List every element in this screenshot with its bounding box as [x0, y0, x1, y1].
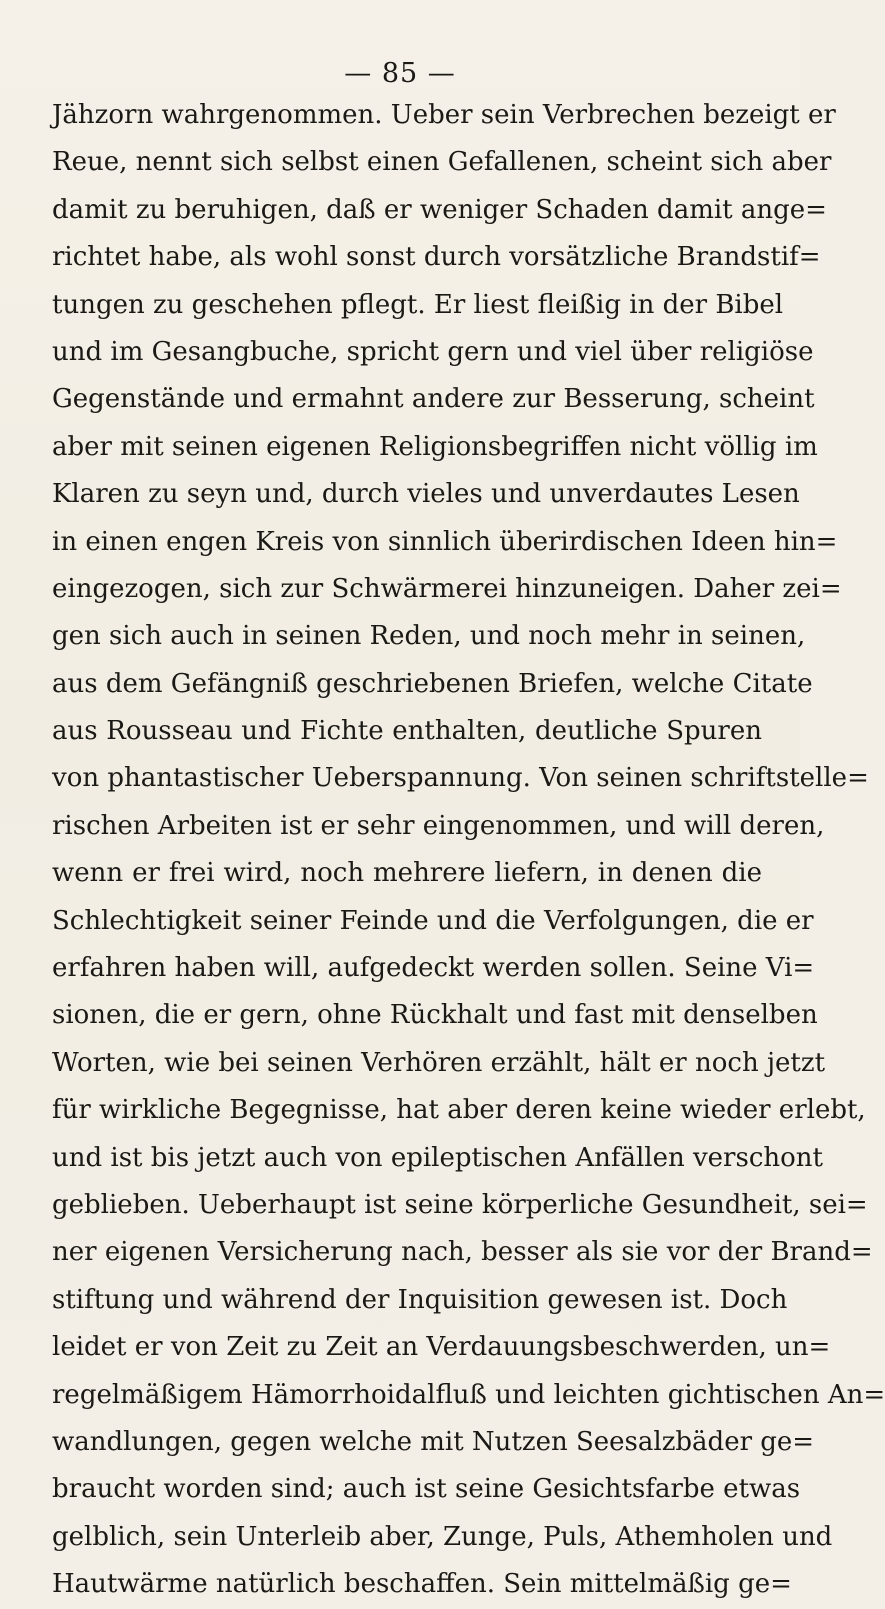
text-line: und ist bis jetzt auch von epileptischen Anfällen verschont	[52, 1142, 823, 1173]
text-line: Schlechtigkeit seiner Feinde und die Verfolgungen, die er	[52, 905, 814, 936]
text-line: sionen, die er gern, ohne Rückhalt und fast mit denselben	[52, 1000, 818, 1031]
text-line: regelmäßigem Hämorrhoidalfluß und leichten gichtischen An=	[52, 1379, 885, 1410]
page-number: — 85 —	[344, 58, 456, 89]
text-line: und im Gesangbuche, spricht gern und viel über religiöse	[52, 336, 814, 367]
text-line: gelblich, sein Unterleib aber, Zunge, Puls, Athemholen und	[52, 1521, 833, 1552]
text-line: ner eigenen Versicherung nach, besser als sie vor der Brand=	[52, 1237, 873, 1268]
text-line: gen sich auch in seinen Reden, und noch mehr in seinen,	[52, 621, 806, 652]
text-line: richtet habe, als wohl sonst durch vorsätzliche Brandstif=	[52, 242, 821, 273]
text-line: Hautwärme natürlich beschaffen. Sein mittelmäßig ge=	[52, 1569, 792, 1600]
text-line: Worten, wie bei seinen Verhören erzählt, hält er noch jetzt	[52, 1047, 826, 1078]
text-line: geblieben. Ueberhaupt ist seine körperliche Gesundheit, sei=	[52, 1189, 868, 1220]
text-line: damit zu beruhigen, daß er weniger Schaden damit ange=	[52, 194, 827, 225]
text-line: wandlungen, gegen welche mit Nutzen Seesalzbäder ge=	[52, 1426, 815, 1457]
text-line: tungen zu geschehen pflegt. Er liest fleißig in der Bibel	[52, 289, 784, 320]
text-line: stiftung und während der Inquisition gewesen ist. Doch	[52, 1284, 788, 1315]
text-line: für wirkliche Begegnisse, hat aber deren keine wieder erlebt,	[52, 1095, 866, 1126]
text-line: rischen Arbeiten ist er sehr eingenommen, und will deren,	[52, 810, 825, 841]
text-line: von phantastischer Ueberspannung. Von seinen schriftstelle=	[52, 763, 869, 794]
text-line: braucht worden sind; auch ist seine Gesichtsfarbe etwas	[52, 1474, 801, 1505]
text-line: wenn er frei wird, noch mehrere liefern, in denen die	[52, 858, 762, 889]
text-line: Jähzorn wahrgenommen. Ueber sein Verbrechen bezeigt er	[52, 100, 836, 130]
text-line: aber mit seinen eigenen Religionsbegriffen nicht völlig im	[52, 431, 818, 462]
text-line: erfahren haben will, aufgedeckt werden sollen. Seine Vi=	[52, 953, 815, 984]
body-text	[52, 92, 885, 1609]
text-line: eingezogen, sich zur Schwärmerei hinzuneigen. Daher zei=	[52, 573, 842, 604]
text-line: aus Rousseau und Fichte enthalten, deutliche Spuren	[52, 716, 762, 747]
text-line: Klaren zu seyn und, durch vieles und unverdautes Lesen	[52, 479, 800, 510]
text-line: Reue, nennt sich selbst einen Gefallenen, scheint sich aber	[52, 147, 832, 178]
text-line: aus dem Gefängniß geschriebenen Briefen, welche Citate	[52, 668, 813, 699]
text-line: Gegenstände und ermahnt andere zur Besserung, scheint	[52, 384, 815, 415]
text-line: leidet er von Zeit zu Zeit an Verdauungsbeschwerden, un=	[52, 1332, 831, 1363]
text-line: in einen engen Kreis von sinnlich überirdischen Ideen hin=	[52, 526, 838, 557]
